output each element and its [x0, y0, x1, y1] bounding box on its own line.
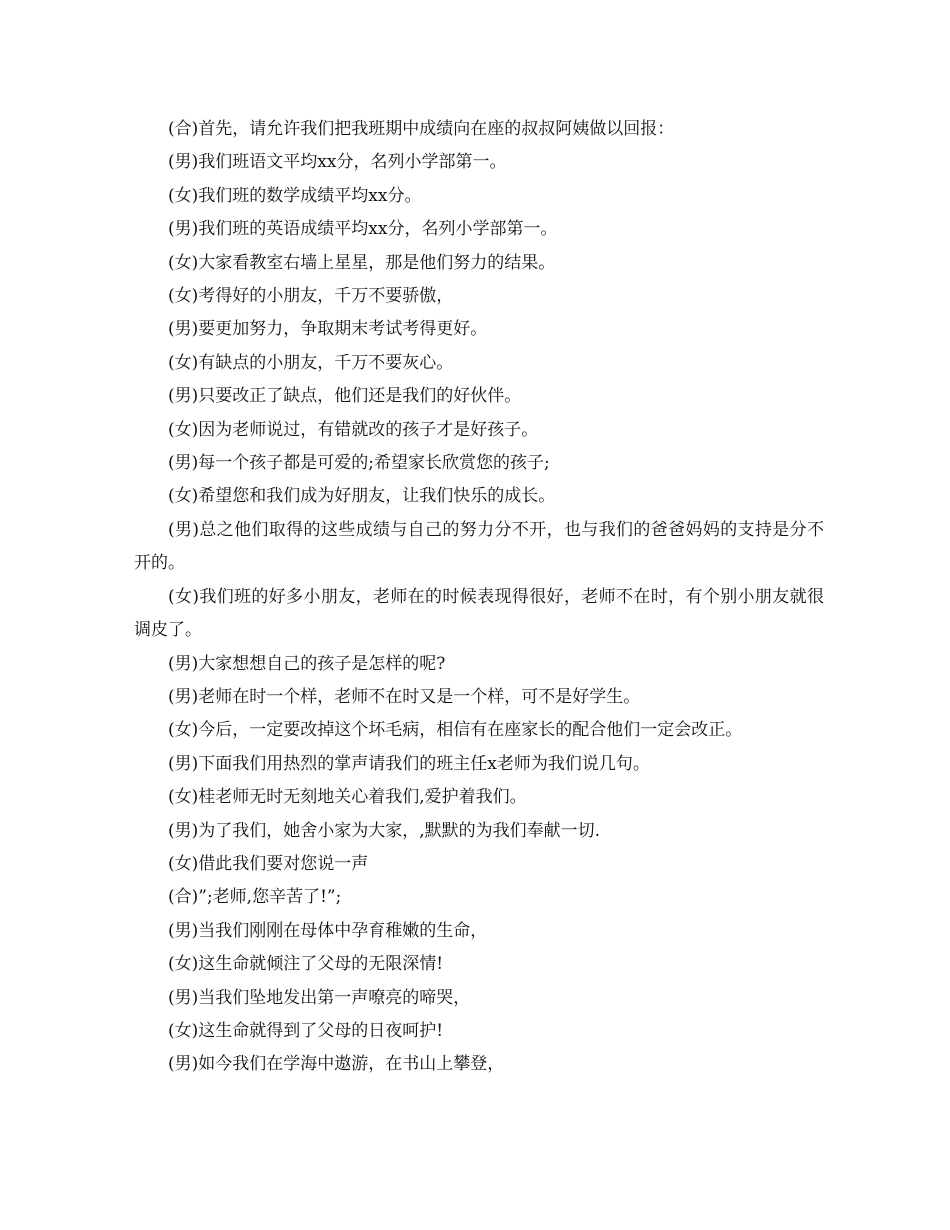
paragraph: (男)老师在时一个样，老师不在时又是一个样，可不是好学生。: [168, 686, 641, 707]
paragraph: (男)如今我们在学海中遨游，在书山上攀登，: [168, 1054, 505, 1075]
paragraph: (男)我们班的英语成绩平均xx分，名列小学部第一。: [168, 219, 558, 240]
paragraph: (男)我们班语文平均xx分，名列小学部第一。: [168, 152, 507, 173]
paragraph: (合)”;老师,您辛苦了!”;: [168, 887, 342, 908]
paragraph: (合)首先，请允许我们把我班期中成绩向在座的叔叔阿姨做以回报：: [168, 119, 675, 139]
paragraph: (女)这生命就得到了父母的日夜呵护!: [168, 1020, 444, 1041]
paragraph: (男)下面我们用热烈的掌声请我们的班主任x老师为我们说几句。: [168, 753, 650, 774]
paragraph: (女)今后，一定要改掉这个坏毛病，相信有在座家长的配合他们一定会改正。: [168, 720, 743, 741]
paragraph: (男)每一个孩子都是可爱的;希望家长欣赏您的孩子;: [168, 453, 550, 474]
paragraph: (男)只要改正了缺点，他们还是我们的好伙伴。: [168, 386, 522, 407]
paragraph: (女)大家看教室右墙上星星，那是他们努力的结果。: [168, 252, 556, 273]
paragraph: (男)大家想想自己的孩子是怎样的呢?: [168, 653, 446, 674]
paragraph: (男)当我们刚刚在母体中孕育稚嫩的生命，: [168, 920, 488, 941]
paragraph: (女)我们班的数学成绩平均xx分。: [168, 185, 422, 206]
paragraph: (女)希望您和我们成为好朋友，让我们快乐的成长。: [168, 486, 556, 507]
paragraph: (男)当我们坠地发出第一声嘹亮的啼哭，: [168, 987, 471, 1008]
paragraph: (女)因为老师说过，有错就改的孩子才是好孩子。: [168, 419, 539, 440]
document-body: [134, 113, 824, 1082]
paragraph: (女)借此我们要对您说一声: [168, 853, 369, 874]
paragraph: (女)有缺点的小朋友，千万不要灰心。: [168, 352, 454, 373]
paragraph: (女)考得好的小朋友，千万不要骄傲，: [168, 286, 454, 307]
paragraph: (女)我们班的好多小朋友，老师在的时候表现得很好，老师不在时，有个别小朋友就很调皮了。: [134, 586, 824, 641]
paragraph: (男)要更加努力，争取期末考试考得更好。: [168, 319, 488, 340]
paragraph: (女)桂老师无时无刻地关心着我们,爱护着我们。: [168, 787, 527, 808]
paragraph: (女)这生命就倾注了父母的无限深情!: [168, 954, 444, 975]
paragraph: (男)为了我们，她舍小家为大家，,默默的为我们奉献一切.: [168, 820, 601, 841]
paragraph: (男)总之他们取得的这些成绩与自己的努力分不开，也与我们的爸爸妈妈的支持是分不开的。: [134, 519, 824, 574]
